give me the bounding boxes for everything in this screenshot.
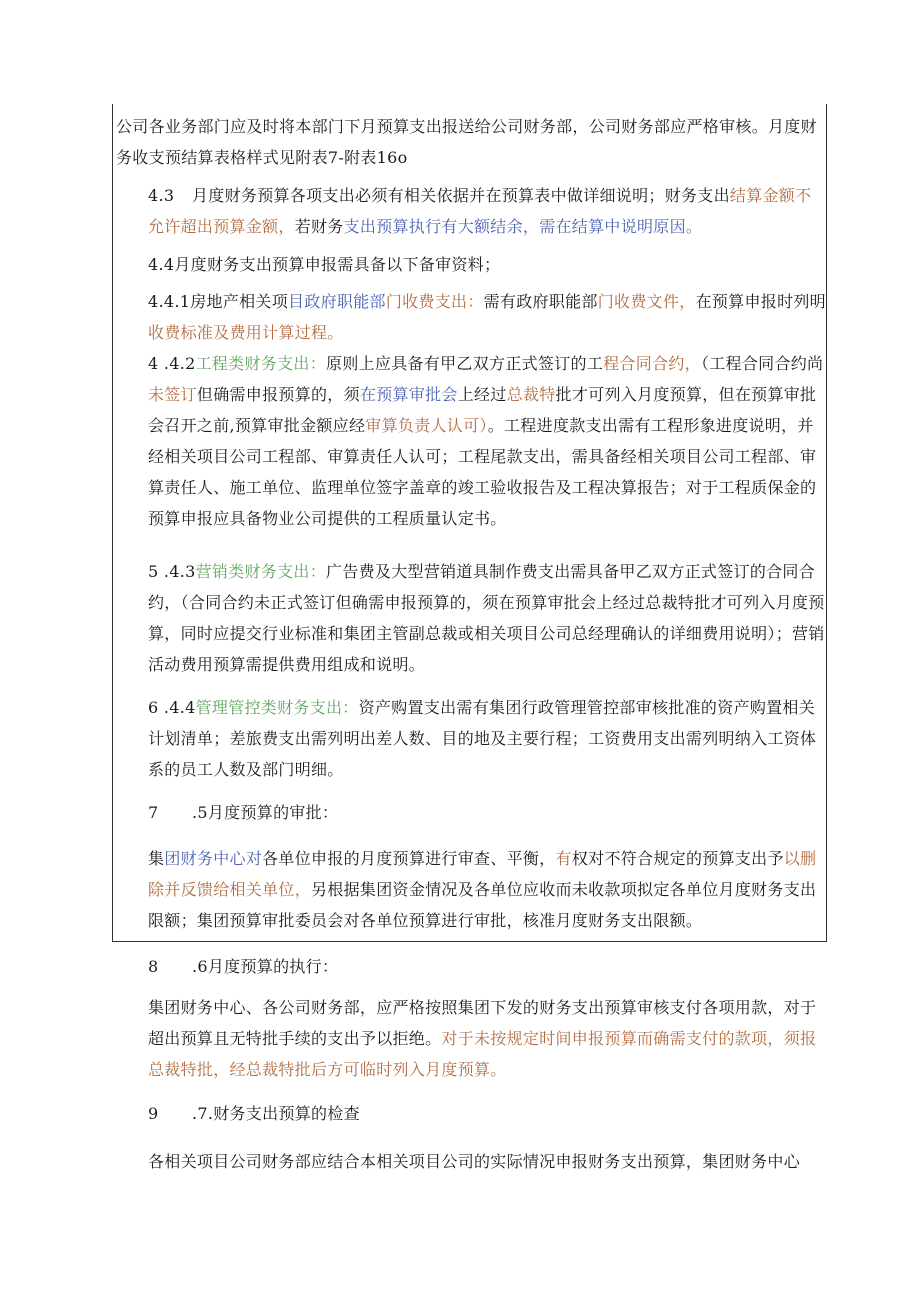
paragraph-4-7	[116, 1146, 828, 1177]
clause-number: 6 .4.4	[148, 698, 196, 717]
clause-number: 9	[148, 1104, 159, 1123]
clause-text: 需有政府职能部	[483, 292, 598, 311]
clause-text: 权对不符合规定的预算支出予	[571, 849, 784, 868]
clause-text: 各单位申报的月度预算进行审查、平衡，	[262, 849, 556, 868]
heading-text: .7.财务支出预算的检查	[192, 1104, 360, 1123]
highlight-text: 未签订	[148, 385, 197, 404]
paragraph-4-4-2	[116, 348, 826, 534]
clause-text: 原则上应具备有甲乙双方正式签订的工	[326, 354, 604, 373]
section-4-6-heading	[116, 951, 828, 982]
clause-number: 4.3	[148, 186, 175, 205]
clause-text: 集团财务中心、各公司财务部，应严格按照集团下发的财务支出预算审核支付各项用款，对于超出预算且无特批手续的支出予以拒绝。	[148, 998, 817, 1048]
paragraph-monthly-submission	[116, 111, 826, 173]
section-4-5-heading	[116, 797, 826, 828]
clause-text: 但确需申报预算的，须	[196, 385, 360, 404]
highlight-text: 工程类财务支出：	[195, 354, 327, 373]
clause-number: 7	[148, 803, 159, 822]
clause-text: 广告费及大型营销道具制作费支出需具备甲乙双方正式签订的合同合约，（合同合约未正式签订但确需申报预算的，须在预算审批会上经过总裁特批才可列入月度预算，同时应提交行业标准和集团主管副总裁或相关项目公司总经理确认的详细费用说明）；营销活动费用预算需提供费用组成和说明。	[148, 562, 825, 674]
heading-text: .6月度预算的执行：	[192, 957, 339, 976]
highlight-text: 在预算审批会	[359, 385, 458, 404]
highlight-text: 总裁特	[506, 385, 556, 404]
highlight-text: 目政府职能部	[288, 292, 386, 311]
paragraph-4-4-4	[116, 692, 826, 785]
clause-text: 在预算申报时列明	[695, 292, 826, 311]
highlight-text: 营销类财务支出：	[195, 562, 327, 581]
clause-number: 5 .4.3	[148, 562, 196, 581]
clause-number: 8	[148, 957, 159, 976]
highlight-text: 结算金额不允许超出预算金额，	[148, 186, 812, 236]
highlight-text: 收费标准及费用计算过程。	[148, 323, 344, 342]
heading-text: .5月度预算的审批：	[192, 803, 339, 822]
highlight-text: 对于未按规定时间申报预算而确需支付的款项，须报总裁特批，经总裁特批后方可临时列入月度预算。	[148, 1029, 817, 1079]
paragraph-4-4-3	[116, 556, 826, 680]
paragraph-text: 各相关项目公司财务部应结合本相关项目公司的实际情况申报财务支出预算，集团财务中心	[148, 1152, 801, 1171]
clause-text: 资产购置支出需有集团行政管理管控部审核批准的资产购置相关计划清单；差旅费支出需列明出差人数、目的地及主要行程；工资费用支出需列明纳入工资体系的员工人数及部门明细。	[148, 698, 817, 779]
paragraph-text: 4.4月度财务支出预算申报需具备以下备审资料；	[148, 255, 501, 274]
clause-text: 另根据集团资金情况及各单位应收而未收款项拟定各单位月度财务支出限额；集团预算审批委员会对各单位预算进行审批，核准月度财务支出限额。	[148, 880, 817, 930]
highlight-text: 门收费支出：	[385, 292, 484, 311]
section-4-7-heading	[116, 1098, 828, 1129]
paragraph-text: 公司各业务部门应及时将本部门下月预算支出报送给公司财务部，公司财务部应严格审核。月度财务收支预结算表格样式见附表7-附表16o	[116, 117, 817, 167]
paragraph-4-6	[116, 992, 828, 1085]
clause-text: 若财务	[294, 217, 344, 236]
paragraph-4-4-1	[116, 286, 826, 348]
clause-text: 。工程进度款支出需有工程形象进度说明，并经相关项目公司工程部、审算责任人认可；工程尾款支出，需具备经相关项目公司工程部、审算责任人、施工单位、监理单位签字盖章的竣工验收报告及工程决算报告；对于工程质保金的预算申报应具备物业公司提供的工程质量认定书。	[148, 416, 817, 528]
paragraph-4-4	[116, 249, 826, 280]
highlight-text: 以删除并反馈给相关单位，	[148, 849, 817, 899]
paragraph-4-5	[116, 843, 826, 936]
highlight-text: 门收费文件，	[597, 292, 696, 311]
paragraph-4-3	[116, 180, 826, 242]
clause-text: 4.4.1房地产相关项	[148, 292, 289, 311]
highlight-text: 团财务中心对	[164, 849, 263, 868]
highlight-text: 审算负责人认可）	[365, 416, 488, 435]
clause-text: 上经过	[457, 385, 507, 404]
highlight-text: 支出预算执行有大额结余，需在结算中说明原因。	[343, 217, 703, 236]
clause-text: 集	[148, 849, 165, 868]
highlight-text: 程合同合约，	[603, 354, 701, 373]
clause-text: （工程合同合约尚	[700, 354, 824, 373]
clause-text: 批才可列入月度预算，但在预算审批会召开之前,预算审批金额应经	[148, 385, 817, 435]
highlight-text: 管理管控类财务支出：	[195, 698, 359, 717]
clause-number: 4 .4.2	[148, 354, 196, 373]
clause-text: 月度财务预算各项支出必须有相关依据并在预算表中做详细说明；财务支出	[192, 186, 730, 205]
highlight-text: 有	[555, 849, 572, 868]
